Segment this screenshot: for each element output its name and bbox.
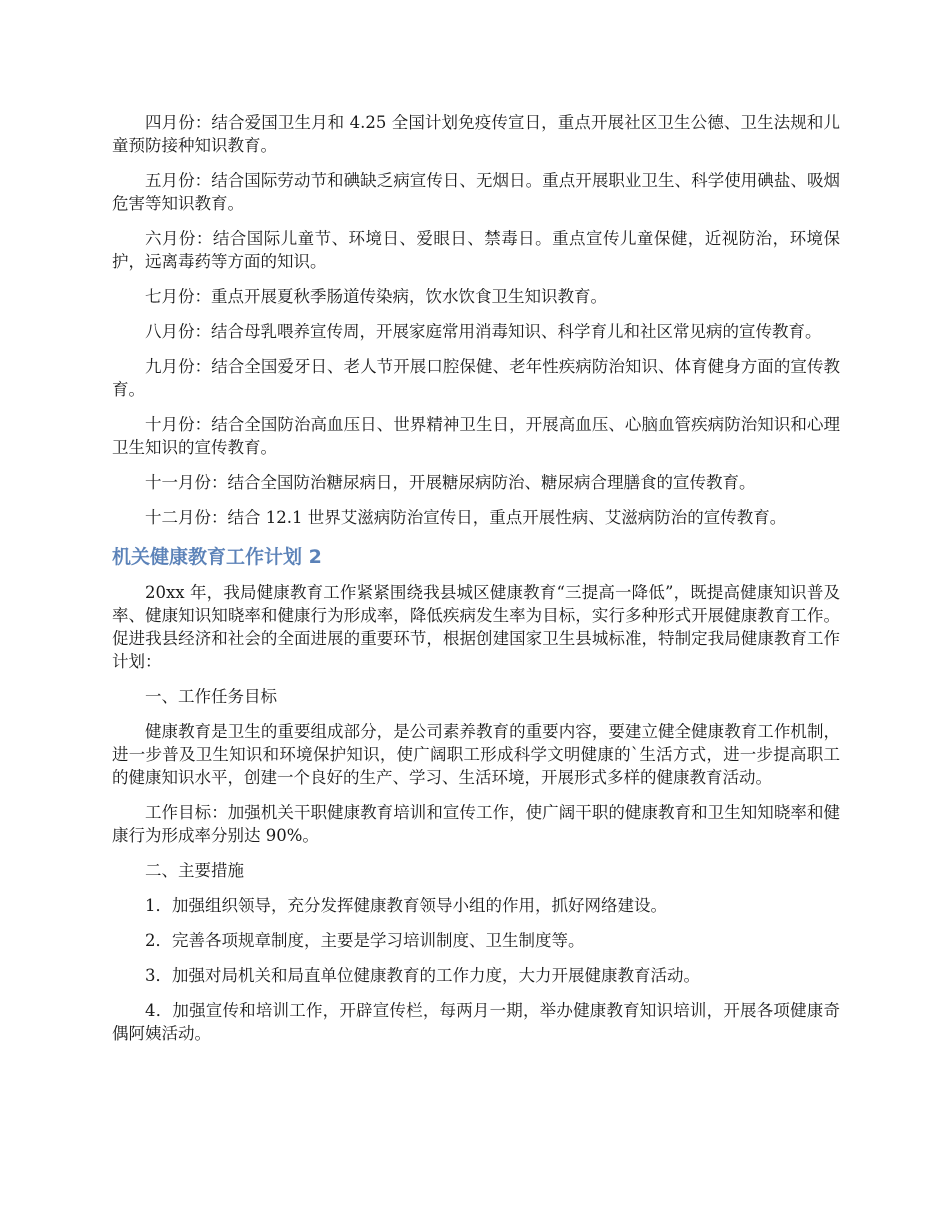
paragraph-goals-description: 健康教育是卫生的重要组成部分，是公司素养教育的重要内容，要建立健全健康教育工作机制，进一步普及卫生知识和环境保护知识，使广阔职工形成科学文明健康的`生活方式，进一步提高职工的健康知识水平，创建一个良好的生产、学习、生活环境，开展形式多样的健康教育活动。 xyxy=(112,722,840,787)
paragraph-december: 十二月份：结合 12.1 世界艾滋病防治宣传日，重点开展性病、艾滋病防治的宣传教育。 xyxy=(145,508,787,527)
subheading-measures: 二、主要措施 xyxy=(145,861,244,880)
section-heading: 机关健康教育工作计划 2 xyxy=(112,546,322,568)
paragraph-september: 九月份：结合全国爱牙日、老人节开展口腔保健、老年性疾病防治知识、体育健身方面的宣传教育。 xyxy=(112,357,840,399)
paragraph-may: 五月份：结合国际劳动节和碘缺乏病宣传日、无烟日。重点开展职业卫生、科学使用碘盐、吸烟危害等知识教育。 xyxy=(112,171,840,213)
measure-item-1: 1．加强组织领导，充分发挥健康教育领导小组的作用，抓好网络建设。 xyxy=(145,896,667,915)
paragraph-november: 十一月份：结合全国防治糖尿病日，开展糖尿病防治、糖尿病合理膳食的宣传教育。 xyxy=(145,473,756,492)
paragraph-june: 六月份：结合国际儿童节、环境日、爱眼日、禁毒日。重点宣传儿童保健，近视防治，环境保护，远离毒药等方面的知识。 xyxy=(112,229,840,271)
measure-item-4: 4．加强宣传和培训工作，开辟宣传栏，每两月一期，举办健康教育知识培训，开展各项健康奇偶阿姨活动。 xyxy=(112,1001,840,1043)
paragraph-april: 四月份：结合爱国卫生月和 4.25 全国计划免疫传宣日，重点开展社区卫生公德、卫生法规和儿童预防接种知识教育。 xyxy=(112,113,840,155)
document-body xyxy=(112,111,840,1057)
subheading-goals: 一、工作任务目标 xyxy=(145,687,277,706)
measure-item-3: 3．加强对局机关和局直单位健康教育的工作力度，大力开展健康教育活动。 xyxy=(145,966,700,985)
paragraph-october: 十月份：结合全国防治高血压日、世界精神卫生日，开展高血压、心脑血管疾病防治知识和心理卫生知识的宣传教育。 xyxy=(112,415,840,457)
paragraph-july: 七月份：重点开展夏秋季肠道传染病，饮水饮食卫生知识教育。 xyxy=(145,287,607,306)
paragraph-intro: 20xx 年，我局健康教育工作紧紧围绕我县城区健康教育“三提高一降低”，既提高健康知识普及率、健康知识知晓率和健康行为形成率，降低疾病发生率为目标，实行多种形式开展健康教育工作。促进我县经济和社会的全面进展的重要环节，根据创建国家卫生县城标准，特制定我局健康教育工作计划： xyxy=(112,583,840,671)
paragraph-work-target: 工作目标：加强机关干职健康教育培训和宣传工作，使广阔干职的健康教育和卫生知知晓率和健康行为形成率分别达 90%。 xyxy=(112,803,840,845)
measure-item-2: 2．完善各项规章制度，主要是学习培训制度、卫生制度等。 xyxy=(145,931,585,950)
paragraph-august: 八月份：结合母乳喂养宣传周，开展家庭常用消毒知识、科学育儿和社区常见病的宣传教育。 xyxy=(145,322,822,341)
